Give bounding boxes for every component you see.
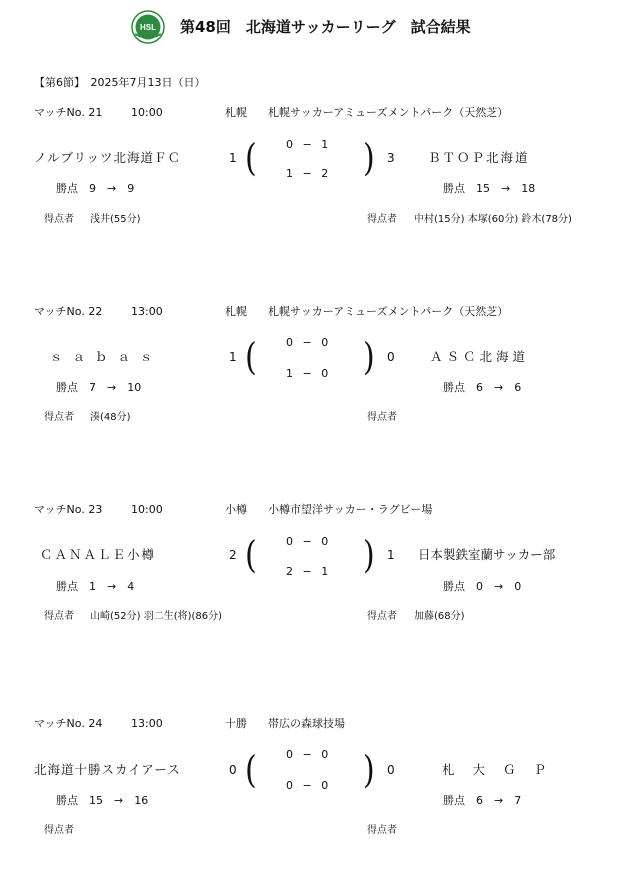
home-scorers-label: 得点者 [44, 214, 74, 225]
home-scorers-label: 得点者 [44, 412, 74, 423]
match-number: マッチNo. 24 [34, 717, 103, 730]
kickoff-time: 13:00 [131, 305, 163, 318]
home-team: ｓａｂａｓ [50, 349, 163, 364]
away-total: 0 [387, 350, 395, 364]
away-team: 日本製鉄室蘭サッカー部 [418, 547, 556, 562]
page-title: 第48回 北海道サッカーリーグ 試合結果 [180, 18, 471, 36]
left-bracket: ( [245, 335, 257, 380]
venue-city: 札幌 [225, 106, 247, 119]
venue-name: 札幌サッカーアミューズメントパーク（天然芝） [268, 106, 509, 119]
home-points: 勝点 9 → 9 [56, 182, 135, 195]
match-number: マッチNo. 22 [34, 305, 103, 318]
venue-city: 小樽 [225, 503, 247, 516]
kickoff-time: 13:00 [131, 717, 163, 730]
venue-name: 札幌サッカーアミューズメントパーク（天然芝） [268, 305, 509, 318]
left-bracket: ( [245, 533, 257, 578]
away-scorers-label: 得点者 [367, 412, 397, 423]
left-bracket: ( [245, 748, 257, 793]
right-bracket: ) [363, 533, 375, 578]
left-bracket: ( [245, 136, 257, 181]
home-scorers-label: 得点者 [44, 611, 74, 622]
home-total: 1 [229, 350, 237, 364]
home-total: 2 [229, 548, 237, 562]
second-half-score: 2 − 1 [286, 565, 332, 578]
away-total: 0 [387, 763, 395, 777]
home-points: 勝点 15 → 16 [56, 794, 149, 807]
logo-text: HSL [140, 23, 156, 32]
away-points: 勝点 15 → 18 [443, 182, 536, 195]
round-date: 【第6節】 2025年7月13日（日） [34, 76, 206, 89]
away-scorers-label: 得点者 [367, 214, 397, 225]
venue-city: 十勝 [225, 717, 247, 730]
first-half-score: 0 − 0 [286, 336, 332, 349]
home-total: 1 [229, 151, 237, 165]
away-scorers: 中村(15分) 本塚(60分) 鈴木(78分) [414, 214, 572, 225]
venue-city: 札幌 [225, 305, 247, 318]
away-points: 勝点 0 → 0 [443, 580, 522, 593]
right-bracket: ) [363, 748, 375, 793]
away-points: 勝点 6 → 7 [443, 794, 522, 807]
away-total: 3 [387, 151, 395, 165]
home-points: 勝点 7 → 10 [56, 381, 142, 394]
away-total: 1 [387, 548, 395, 562]
home-scorers-label: 得点者 [44, 825, 74, 836]
league-logo [131, 10, 165, 44]
home-team: 北海道十勝スカイアース [34, 762, 181, 777]
kickoff-time: 10:00 [131, 106, 163, 119]
venue-name: 小樽市望洋サッカー・ラグビー場 [268, 503, 433, 516]
away-points: 勝点 6 → 6 [443, 381, 522, 394]
right-bracket: ) [363, 136, 375, 181]
second-half-score: 1 − 0 [286, 367, 332, 380]
first-half-score: 0 − 0 [286, 535, 332, 548]
away-team: ＡＳＣ北海道 [430, 349, 530, 364]
second-half-score: 0 − 0 [286, 779, 332, 792]
kickoff-time: 10:00 [131, 503, 163, 516]
second-half-score: 1 − 2 [286, 167, 332, 180]
home-points: 勝点 1 → 4 [56, 580, 135, 593]
home-scorers: 浅井(55分) [90, 214, 141, 225]
away-team: ＢＴＯＰ北海道 [428, 150, 530, 165]
right-bracket: ) [363, 335, 375, 380]
away-scorers-label: 得点者 [367, 611, 397, 622]
home-scorers: 山崎(52分) 羽二生(将)(86分) [90, 611, 223, 622]
venue-name: 帯広の森球技場 [268, 717, 345, 730]
home-total: 0 [229, 763, 237, 777]
away-scorers: 加藤(68分) [414, 611, 465, 622]
away-team: 札大ＧＰ [442, 762, 565, 777]
away-scorers-label: 得点者 [367, 825, 397, 836]
first-half-score: 0 − 0 [286, 748, 332, 761]
first-half-score: 0 − 1 [286, 138, 332, 151]
match-number: マッチNo. 23 [34, 503, 103, 516]
home-team: ノルブリッツ北海道ＦＣ [34, 150, 182, 165]
match-number: マッチNo. 21 [34, 106, 103, 119]
home-team: ＣＡＮＡＬＥ小樽 [40, 547, 157, 562]
home-scorers: 湊(48分) [90, 412, 131, 423]
